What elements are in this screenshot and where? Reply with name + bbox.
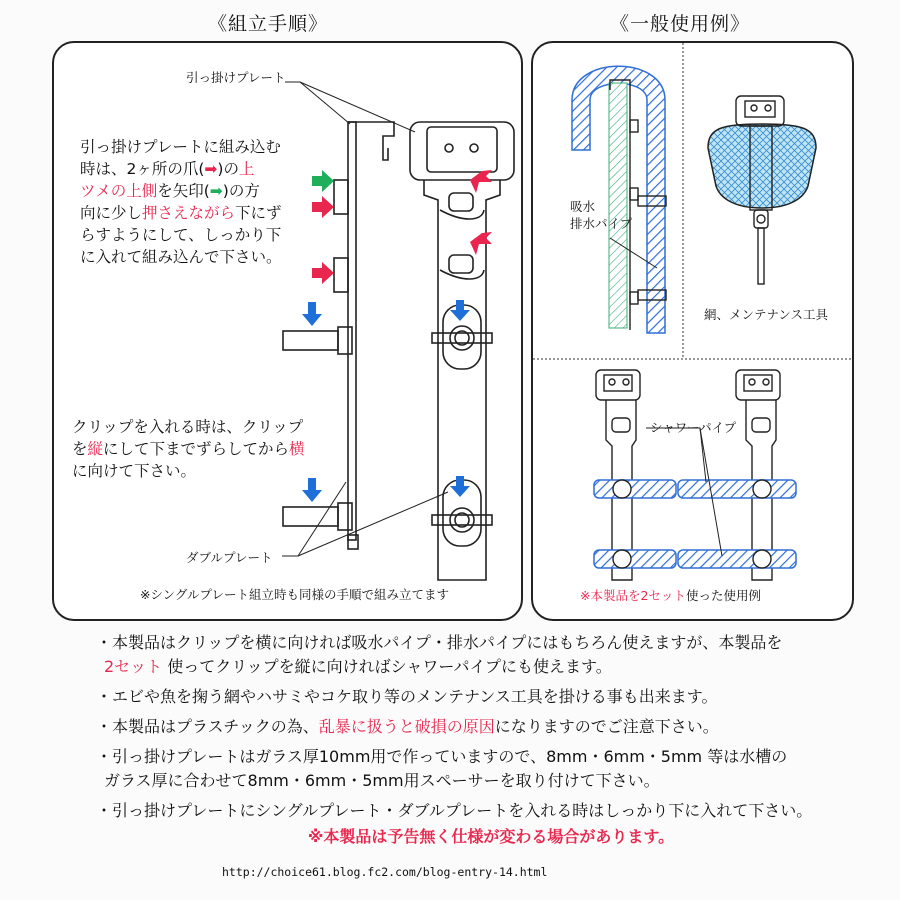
note-3: ・本製品はプラスチックの為、乱暴に扱うと破損の原因になりますのでご注意下さい。: [96, 717, 719, 736]
note-4: ・引っ掛けプレートはガラス厚10mm用で作っていますので、8mm・6mm・5mm 等は水槽の ガラス厚に合わせて8mm・6mm・5mm用スペーサーを取り付けて下さい。: [96, 747, 788, 790]
blog-url: http://choice61.blog.fc2.com/blog-entry-14.html: [222, 865, 548, 879]
note-1: ・本製品はクリップを横に向ければ吸水パイプ・排水パイプにはもちろん使えますが、本製品を 2セット 使ってクリップを縦に向ければシャワーパイプにも使えます。: [96, 633, 783, 676]
net-illustration: [708, 96, 816, 284]
green-arrow: [312, 170, 334, 192]
instruction-clip: クリップを入れる時は、クリップ を縦にして下までずらしてから横 に向けて下さい。: [72, 418, 305, 480]
label-net-tools: 網、メンテナンス工具: [704, 307, 829, 322]
front-view-assembly: [410, 122, 514, 580]
side-view-assembly: [283, 122, 394, 549]
label-double-plate: ダブルプレート: [186, 550, 273, 565]
red-arrows: [312, 170, 492, 284]
assembly-heading: 《組立手順》: [208, 13, 329, 35]
notes-list: [96, 631, 886, 855]
note-5: ・引っ掛けプレートにシングルプレート・ダブルプレートを入れる時はしっかり下に入れて下さい。: [96, 801, 813, 820]
label-pipe: 吸水 排水パイプ: [570, 199, 633, 231]
usage-heading: 《一般使用例》: [610, 13, 751, 35]
two-set-note: ※本製品を2セット使った使用例: [580, 588, 761, 603]
label-shower-pipe: シャワーパイプ: [650, 420, 737, 435]
single-plate-note: ※シングルプレート組立時も同様の手順で組み立てます: [140, 587, 450, 602]
shower-illustration: [594, 370, 796, 580]
warning-note: ※本製品は予告無く仕様が変わる場合があります。: [307, 827, 675, 846]
note-2: ・エビや魚を掬う網やハサミやコケ取り等のメンテナンス工具を掛ける事も出来ます。: [96, 687, 718, 706]
label-hook-plate: 引っ掛けプレート: [186, 70, 286, 85]
instruction-hook-plate: 引っ掛けプレートに組み込む 時は、2ヶ所の爪(➡)の上 ツメの上側を矢印(➡)の方 向に少し押さえながら下にず らすようにして、しっかり下 に入れて組み込んで下さい。: [80, 138, 282, 266]
